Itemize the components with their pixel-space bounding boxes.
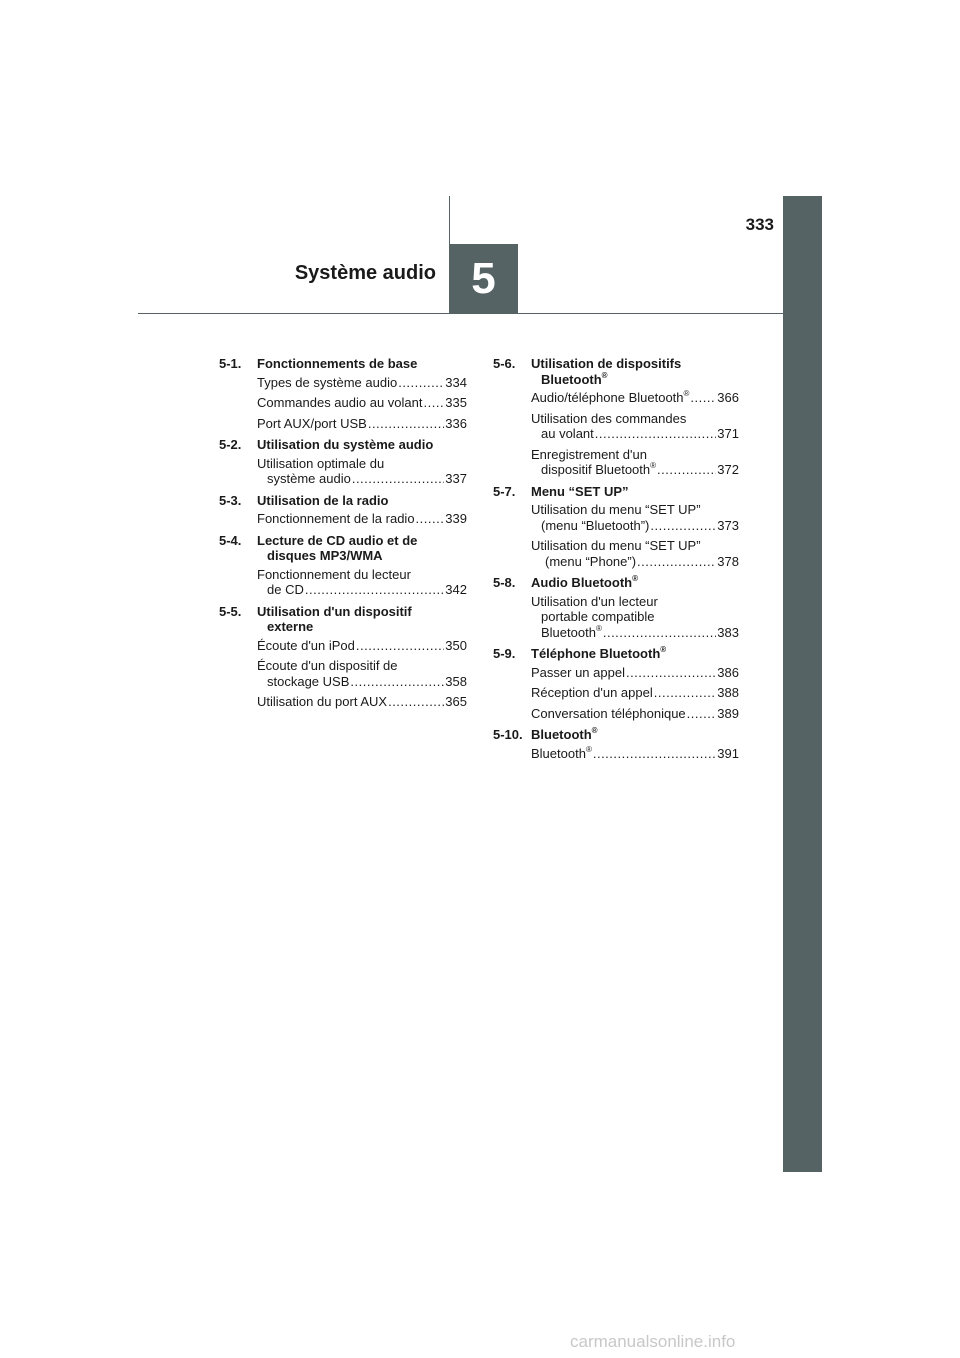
toc-entry[interactable]	[531, 538, 739, 569]
toc-entry[interactable]	[531, 706, 739, 722]
registered-mark: ®	[683, 389, 690, 398]
section-title: Bluetooth	[531, 727, 592, 742]
toc-column-left	[219, 356, 467, 716]
entry-page: 334	[445, 374, 467, 390]
chapter-number-box	[449, 244, 518, 314]
entry-page: 378	[717, 553, 739, 569]
section-title-cont: disques MP3/WMA	[267, 548, 383, 563]
entry-page: 337	[445, 471, 467, 486]
entry-page: 386	[717, 664, 739, 680]
leader-dots	[593, 746, 716, 762]
section-number: 5-8.	[493, 575, 516, 590]
toc-entry[interactable]	[257, 694, 467, 710]
entry-page: 373	[717, 517, 739, 533]
toc-section-heading[interactable]	[219, 604, 467, 635]
toc-entry[interactable]	[257, 416, 467, 432]
toc-section-heading[interactable]	[219, 356, 467, 372]
section-number: 5-1.	[219, 356, 242, 371]
section-number: 5-9.	[493, 646, 516, 661]
entry-title: Utilisation du port AUX	[257, 694, 388, 709]
entry-page: 372	[717, 462, 739, 477]
entry-page: 350	[445, 637, 467, 653]
entry-title: (menu “Bluetooth”)	[541, 517, 650, 533]
entry-title-line: portable compatible	[541, 609, 655, 624]
leader-dots	[687, 706, 717, 722]
toc-entry[interactable]	[531, 502, 739, 533]
entry-title: (menu “Phone”)	[545, 553, 637, 569]
leader-dots	[416, 511, 445, 527]
entry-page: 371	[717, 426, 739, 441]
entry-title: Écoute d'un iPod	[257, 637, 355, 653]
entry-title: Port AUX/port USB	[257, 415, 367, 431]
entry-title: au volant	[541, 426, 594, 441]
toc-section-heading[interactable]	[219, 493, 467, 509]
entry-page: 358	[445, 673, 467, 689]
section-title-cont: Bluetooth	[541, 371, 602, 387]
section-number: 5-4.	[219, 532, 242, 548]
entry-title-line: Enregistrement d'un	[531, 446, 647, 462]
entry-page: 365	[445, 694, 467, 709]
leader-dots	[368, 416, 444, 432]
chapter-title: Système audio	[294, 262, 436, 284]
leader-dots	[424, 395, 445, 411]
entry-page: 388	[717, 685, 739, 700]
toc-entry[interactable]	[257, 375, 467, 391]
toc-entry[interactable]	[257, 638, 467, 654]
section-number: 5-2.	[219, 437, 242, 452]
chapter-number: 5	[471, 254, 496, 303]
chapter-side-tab	[783, 196, 822, 1172]
leader-dots	[657, 462, 716, 478]
toc-section-heading[interactable]	[493, 727, 739, 743]
entry-title-line: Écoute d'un dispositif de	[257, 658, 398, 673]
registered-mark: ®	[632, 574, 638, 583]
entry-page: 383	[717, 624, 739, 640]
entry-title: Commandes audio au volant	[257, 395, 423, 410]
leader-dots	[654, 685, 717, 701]
entry-title: dispositif Bluetooth	[541, 462, 651, 477]
entry-title-line: Utilisation d'un lecteur	[531, 593, 658, 609]
leader-dots	[690, 390, 716, 406]
entry-title: Fonctionnement de la radio	[257, 511, 415, 526]
leader-dots	[626, 665, 716, 681]
leader-dots	[603, 625, 716, 641]
toc-entry[interactable]	[531, 390, 739, 406]
header-divider-vertical	[449, 196, 450, 244]
leader-dots	[352, 471, 444, 487]
entry-title: Bluetooth	[531, 745, 586, 761]
toc-entry[interactable]	[257, 658, 467, 689]
section-title: Fonctionnements de base	[257, 356, 418, 371]
section-title: Utilisation de dispositifs	[531, 356, 682, 371]
watermark: carmanualsonline.info	[570, 1332, 736, 1351]
entry-title: Conversation téléphonique	[531, 705, 686, 721]
section-title: Utilisation de la radio	[257, 492, 389, 508]
leader-dots	[388, 694, 444, 710]
leader-dots	[398, 375, 444, 391]
toc-entry[interactable]	[531, 685, 739, 701]
toc-section-heading[interactable]	[493, 356, 739, 387]
section-title: Lecture de CD audio et de	[257, 532, 418, 548]
leader-dots	[356, 638, 444, 654]
toc-section-heading[interactable]	[493, 646, 739, 662]
section-number: 5-6.	[493, 356, 516, 371]
toc-entry[interactable]	[257, 395, 467, 411]
registered-mark: ®	[660, 645, 667, 654]
entry-title: Réception d'un appel	[531, 685, 653, 700]
section-number: 5-3.	[219, 492, 242, 508]
toc-column-right	[493, 356, 739, 767]
section-number: 5-10.	[493, 727, 523, 742]
leader-dots	[305, 582, 444, 598]
registered-mark: ®	[595, 623, 602, 633]
section-title: Utilisation du système audio	[257, 437, 434, 452]
entry-title-line: Utilisation du menu “SET UP”	[531, 502, 701, 517]
entry-title: système audio	[267, 471, 351, 486]
entry-page: 339	[445, 511, 467, 526]
entry-page: 389	[717, 705, 739, 721]
entry-page: 366	[717, 390, 739, 405]
section-title: Menu “SET UP”	[531, 483, 629, 499]
section-title: Utilisation d'un dispositif	[257, 603, 412, 619]
entry-title: de CD	[267, 582, 304, 597]
leader-dots	[350, 674, 444, 690]
entry-title-line: Utilisation du menu “SET UP”	[531, 538, 701, 553]
section-number: 5-7.	[493, 483, 516, 499]
entry-title-line: Fonctionnement du lecteur	[257, 566, 411, 582]
leader-dots	[595, 426, 717, 442]
toc-section-heading[interactable]	[493, 575, 739, 591]
entry-title: Types de système audio	[257, 374, 398, 390]
registered-mark: ®	[601, 370, 608, 380]
entry-page: 335	[445, 395, 467, 410]
toc-entry[interactable]	[531, 746, 739, 762]
entry-title: Bluetooth	[541, 624, 596, 640]
toc-entry[interactable]	[257, 511, 467, 527]
toc-entry[interactable]	[531, 665, 739, 681]
leader-dots	[650, 518, 716, 534]
toc-entry[interactable]	[531, 411, 739, 442]
entry-title: Passer un appel	[531, 664, 625, 680]
section-title: Téléphone Bluetooth	[531, 646, 661, 661]
entry-page: 342	[445, 582, 467, 597]
toc-section-heading[interactable]	[219, 533, 467, 564]
registered-mark: ®	[591, 726, 598, 735]
toc-section-heading[interactable]	[219, 437, 467, 453]
entry-title-line: Utilisation des commandes	[531, 410, 687, 426]
page-number: 333	[745, 215, 774, 234]
section-number: 5-5.	[219, 603, 242, 619]
toc-entry[interactable]	[531, 447, 739, 478]
entry-page: 391	[717, 745, 739, 761]
toc-entry[interactable]	[257, 456, 467, 487]
toc-section-heading[interactable]	[493, 484, 739, 500]
toc-entry[interactable]	[531, 594, 739, 641]
section-title: Audio Bluetooth	[531, 575, 633, 590]
entry-page: 336	[445, 415, 467, 431]
registered-mark: ®	[585, 744, 592, 754]
section-title-cont: externe	[267, 619, 314, 634]
registered-mark: ®	[650, 461, 657, 470]
entry-title-line: Utilisation optimale du	[257, 455, 385, 471]
entry-title: stockage USB	[267, 673, 350, 689]
toc-entry[interactable]	[257, 567, 467, 598]
entry-title: Audio/téléphone Bluetooth	[531, 390, 684, 405]
leader-dots	[637, 554, 716, 570]
